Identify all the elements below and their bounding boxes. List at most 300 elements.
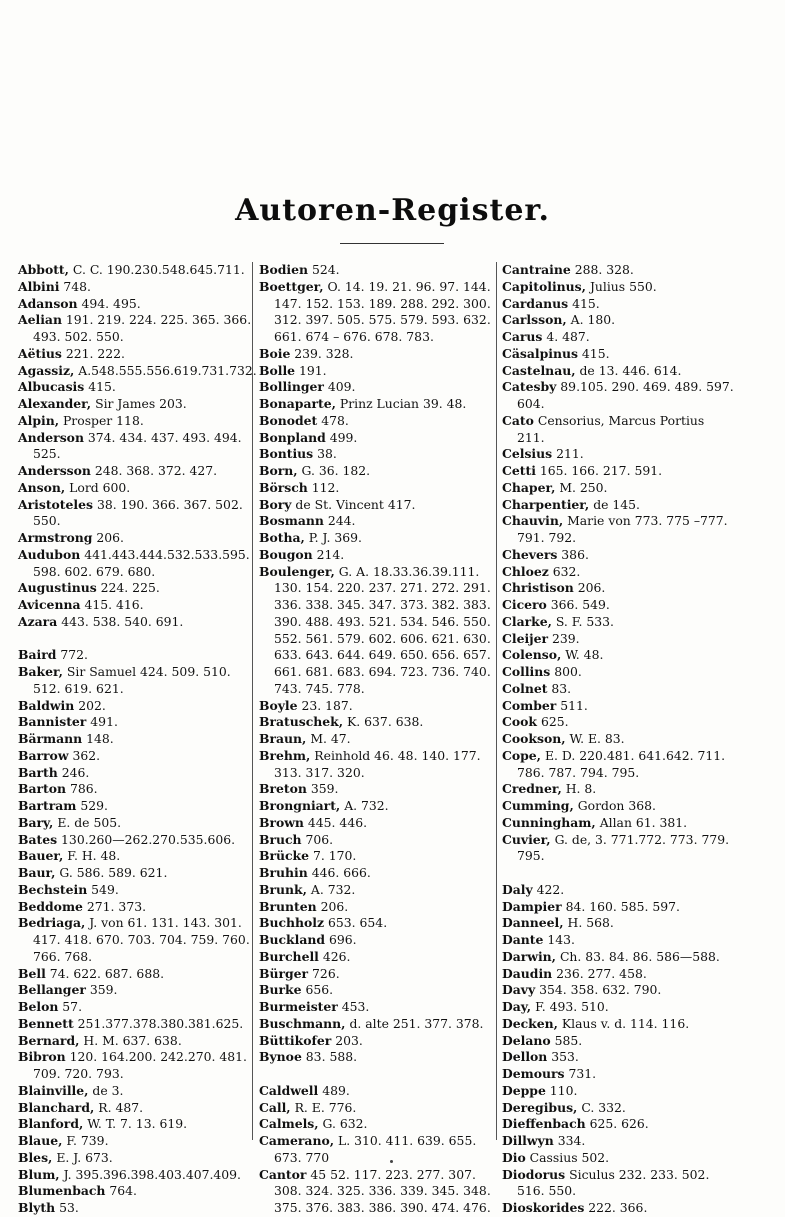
author-name: Anson, (18, 479, 66, 495)
index-entry (502, 1116, 734, 1133)
author-name: Deregibus, (502, 1099, 578, 1115)
page-references: 726. (312, 965, 340, 981)
author-name: Dieffenbach (502, 1116, 586, 1132)
index-entry (18, 915, 250, 932)
author-name: Camerano, (259, 1133, 335, 1148)
page-references: 696. (328, 932, 357, 947)
page-references: 308. 324. 325. 336. 339. 345. 348. (274, 1183, 491, 1199)
page-references: H. M. 637. 638. (83, 1032, 182, 1048)
index-entry (18, 966, 250, 983)
author-name: Colenso, (502, 647, 562, 663)
page-references: G. de, 3. 771.772. 773. 779. (554, 831, 730, 847)
page-references: O. 14. 19. 21. 96. 97. 144. (327, 278, 491, 294)
author-name: Diodorus (502, 1166, 566, 1182)
index-entry (502, 915, 734, 932)
page-references: 625. (540, 714, 569, 730)
author-name: Bedriaga, (18, 915, 86, 931)
page-references: A. 180. (570, 312, 616, 328)
index-entry (18, 664, 250, 681)
page-references: E. J. 673. (56, 1149, 113, 1165)
index-entry (502, 681, 734, 698)
page-references: 441.443.444.532.533.595. (84, 546, 250, 562)
author-name: Cantraine (502, 262, 571, 277)
page-references: 552. 561. 579. 602. 606. 621. 630. (274, 630, 491, 646)
author-name: Baker, (18, 664, 63, 679)
author-name: Armstrong (18, 530, 93, 545)
index-entry (502, 363, 734, 380)
page-references: 206. (96, 530, 124, 545)
index-entry (18, 1183, 250, 1200)
author-name: Bruhin (259, 865, 308, 880)
page-references: 661. 681. 683. 694. 723. 736. 740. (274, 664, 491, 679)
index-entry (502, 614, 734, 631)
page-references: Prosper 118. (62, 412, 144, 428)
author-name: Celsius (502, 446, 553, 462)
page-references: 417. 418. 670. 703. 704. 759. 760. (33, 932, 250, 947)
page-references: 743. 745. 778. (274, 680, 365, 696)
index-entry (259, 899, 491, 916)
page-references: de St. Vincent 417. (295, 496, 416, 512)
index-entry (259, 346, 491, 363)
index-entry (18, 882, 250, 899)
author-name: Clarke, (502, 613, 552, 629)
author-name: Abbott, (18, 262, 69, 277)
page-references: d. alte 251. 377. 378. (349, 1015, 484, 1031)
title-rule (340, 243, 444, 244)
author-name: Dante (502, 932, 544, 947)
page-references: 236. 277. 458. (556, 965, 647, 981)
index-entry (502, 1066, 734, 1083)
page-references: 246. (61, 764, 90, 780)
author-name: Bates (18, 831, 58, 847)
index-entry (502, 832, 734, 849)
index-entry-continuation (502, 765, 734, 782)
index-entry (502, 379, 734, 396)
index-entry (502, 346, 734, 363)
page-references: 147. 152. 153. 189. 288. 292. 300. (274, 295, 491, 311)
page-references: 375. 376. 383. 386. 390. 474. 476. (274, 1200, 491, 1215)
author-name: Bechstein (18, 881, 88, 897)
page-references: 248. 368. 372. 427. (94, 463, 218, 478)
page-references: 489. (322, 1082, 350, 1098)
index-entry (502, 1100, 734, 1117)
index-entry (18, 1100, 250, 1117)
page-references: 214. (316, 546, 345, 562)
index-entry (502, 698, 734, 715)
author-name: Bannister (18, 714, 87, 730)
page-references: 57. (62, 999, 83, 1014)
page-references: 415. 416. (84, 597, 144, 612)
page-references: 772. (60, 647, 88, 663)
letter-gap (502, 865, 734, 882)
index-entry (502, 1083, 734, 1100)
author-name: Boettger, (259, 278, 324, 294)
page-references: Sir Samuel 424. 509. 510. (66, 664, 231, 679)
author-name: Andersson (18, 463, 91, 478)
letter-gap (259, 1066, 491, 1083)
page-references: F. 493. 510. (535, 999, 609, 1014)
index-entry (18, 1167, 250, 1184)
author-name: Davy (502, 982, 536, 998)
index-entry (18, 1200, 250, 1217)
index-entry (502, 1167, 734, 1184)
index-entry (259, 915, 491, 932)
index-entry (18, 714, 250, 731)
page-references: M. 47. (310, 731, 351, 746)
page-references: de 3. (92, 1082, 124, 1098)
author-name: Albini (18, 278, 60, 294)
index-entry (259, 513, 491, 530)
page-references: 224. 225. (100, 580, 160, 596)
author-name: Audubon (18, 546, 81, 562)
index-entry (259, 379, 491, 396)
author-name: Bonodet (259, 412, 318, 428)
index-entry-continuation (18, 329, 250, 346)
author-name: Blaue, (18, 1133, 63, 1148)
index-entry (259, 748, 491, 765)
page-references: 800. (554, 664, 582, 679)
author-name: Boyle (259, 697, 298, 713)
author-name: Blanchard, (18, 1099, 95, 1115)
page-references: W. 48. (565, 647, 604, 663)
index-entry (502, 446, 734, 463)
index-entry (502, 798, 734, 815)
index-entry-continuation (18, 513, 250, 530)
author-name: Augustinus (18, 580, 97, 596)
author-name: Carus (502, 329, 543, 344)
page-references: 130.260—262.270.535.606. (61, 831, 236, 847)
page-references: 766. 768. (33, 948, 93, 964)
author-name: Danneel, (502, 915, 564, 931)
index-entry (502, 1133, 734, 1150)
index-entry (18, 1033, 250, 1050)
letter-gap (18, 631, 250, 648)
index-entry (18, 262, 250, 279)
page-references: S. F. 533. (555, 613, 614, 629)
page-references: 764. (109, 1183, 137, 1199)
author-name: Büttikofer (259, 1032, 332, 1048)
index-entry (18, 296, 250, 313)
author-name: Buckland (259, 932, 326, 947)
author-name: Bartram (18, 798, 77, 813)
index-entry (502, 815, 734, 832)
index-entry (259, 363, 491, 380)
author-name: Bennett (18, 1015, 74, 1031)
page-references: 354. 358. 632. 790. (539, 982, 662, 998)
author-name: Cumming, (502, 798, 574, 813)
author-name: Darwin, (502, 948, 556, 964)
page-references: Gordon 368. (577, 798, 656, 813)
index-entry (502, 899, 734, 916)
index-entry (502, 1016, 734, 1033)
index-entry-continuation (259, 1150, 491, 1167)
page-references: H. 8. (565, 781, 597, 797)
index-entry (259, 982, 491, 999)
author-name: Cleijer (502, 630, 549, 646)
index-entry (502, 480, 734, 497)
author-name: Cicero (502, 597, 547, 612)
author-name: Charpentier, (502, 496, 590, 512)
page-references: E. D. 220.481. 641.642. 711. (544, 747, 726, 763)
index-entry (18, 1016, 250, 1033)
column-separator (252, 262, 253, 1140)
page-references: Ch. 83. 84. 86. 586—588. (559, 948, 720, 964)
index-entry (18, 396, 250, 413)
page-references: 598. 602. 679. 680. (33, 563, 156, 579)
page-references: 374. 434. 437. 493. 494. (87, 429, 242, 445)
page-references: C. C. 190.230.548.645.711. (72, 262, 245, 277)
page-references: G. 632. (322, 1116, 368, 1132)
page-references: Cassius 502. (529, 1149, 610, 1165)
author-name: Delano (502, 1032, 551, 1048)
page-references: 45 52. 117. 223. 277. 307. (310, 1166, 476, 1182)
page-references: Sir James 203. (95, 396, 187, 411)
page-references: 453. (341, 999, 370, 1014)
index-entry (502, 748, 734, 765)
page-references: 89.105. 290. 469. 489. 597. (560, 379, 734, 395)
index-entry (18, 312, 250, 329)
index-entry-continuation (502, 530, 734, 547)
page-references: A. 732. (344, 798, 389, 813)
author-name: Blumenbach (18, 1183, 106, 1199)
page-references: 359. (310, 781, 339, 797)
index-entry (18, 731, 250, 748)
page-references: 23. 187. (301, 697, 353, 713)
page-references: 222. 366. (588, 1200, 648, 1215)
page-references: G. A. 18.33.36.39.111. (338, 563, 480, 579)
author-name: Carlsson, (502, 312, 567, 328)
index-entry (18, 547, 250, 564)
author-name: Bles, (18, 1149, 53, 1165)
page-references: 7. 170. (312, 848, 357, 864)
index-entry (259, 446, 491, 463)
author-name: Boulenger, (259, 563, 335, 579)
author-name: Botha, (259, 530, 305, 545)
author-name: Albucasis (18, 379, 85, 395)
author-name: Caldwell (259, 1082, 319, 1098)
author-name: Cope, (502, 747, 541, 763)
index-entry (502, 631, 734, 648)
index-entry (259, 865, 491, 882)
index-entry (18, 1133, 250, 1150)
index-entry (259, 262, 491, 279)
index-entry (259, 882, 491, 899)
page-title: Autoren-Register. (235, 193, 550, 228)
author-name: Bosmann (259, 513, 324, 529)
author-name: Brehm, (259, 747, 311, 763)
index-entry (259, 815, 491, 832)
index-entry (18, 614, 250, 631)
author-name: Blum, (18, 1166, 60, 1182)
index-entry-continuation (259, 1183, 491, 1200)
index-entry (502, 329, 734, 346)
author-name: Bürger (259, 965, 309, 981)
page-references: 422. (536, 881, 565, 897)
page-references: 516. 550. (517, 1183, 577, 1199)
author-name: Bruch (259, 831, 302, 847)
index-entry-continuation (259, 631, 491, 648)
page-references: 585. (554, 1032, 583, 1048)
page-references: 84. 160. 585. 597. (565, 898, 680, 914)
author-name: Cantor (259, 1166, 307, 1182)
page-references: 791. 792. (517, 530, 577, 545)
author-name: Burchell (259, 948, 319, 964)
page-references: 353. (551, 1049, 579, 1065)
author-name: Bary, (18, 814, 54, 830)
author-name: Daudin (502, 965, 553, 981)
author-name: Chloez (502, 563, 549, 579)
author-name: Bollinger (259, 379, 324, 395)
index-entry-continuation (18, 446, 250, 463)
page-references: 143. (547, 932, 575, 947)
author-name: Alpin, (18, 412, 60, 428)
page-references: 529. (80, 798, 108, 813)
index-entry (259, 1083, 491, 1100)
index-entry (502, 664, 734, 681)
author-name: Bynoe (259, 1049, 302, 1065)
index-entry (502, 513, 734, 530)
author-name: Cetti (502, 463, 536, 478)
page-references: 653. 654. (328, 915, 388, 931)
page-references: R. E. 776. (294, 1099, 357, 1115)
index-entry (18, 647, 250, 664)
page-references: F. 739. (66, 1133, 109, 1148)
page-references: 632. (552, 563, 581, 579)
index-entry (502, 1033, 734, 1050)
index-entry (18, 597, 250, 614)
author-name: Dioskorides (502, 1200, 585, 1215)
page-references: C. 332. (581, 1099, 626, 1115)
page-references: 443. 538. 540. 691. (61, 613, 184, 629)
author-name: Dio (502, 1149, 526, 1165)
author-name: Bontius (259, 446, 314, 462)
page-references: 211. (517, 429, 545, 445)
index-entry (259, 698, 491, 715)
index-entry (259, 966, 491, 983)
index-entry (502, 982, 734, 999)
index-entry (18, 480, 250, 497)
page-references: 511. (560, 697, 588, 713)
author-name: Demours (502, 1066, 565, 1081)
author-name: Belon (18, 999, 59, 1014)
page-references: 38. 190. 366. 367. 502. (96, 496, 243, 512)
author-name: Cookson, (502, 731, 566, 746)
author-name: Braun, (259, 731, 307, 746)
index-entry (502, 597, 734, 614)
index-entry-continuation (18, 564, 250, 581)
author-name: Catesby (502, 379, 557, 395)
page-references: 313. 317. 320. (274, 764, 365, 780)
index-entry (502, 413, 734, 430)
index-entry (259, 798, 491, 815)
page-references: L. 310. 411. 639. 655. (337, 1133, 477, 1148)
index-entry (18, 999, 250, 1016)
page-references: 110. (549, 1082, 578, 1098)
page-references: 795. (517, 848, 545, 864)
index-entry-continuation (259, 329, 491, 346)
page-references: 112. (311, 479, 340, 495)
page-references: W. E. 83. (569, 731, 625, 746)
author-name: Bonpland (259, 429, 326, 445)
index-entry (18, 362, 257, 380)
page-references: 493. 502. 550. (33, 329, 124, 344)
index-entry (18, 1049, 250, 1066)
page-references: 4. 487. (546, 329, 590, 344)
author-name: Burke (259, 982, 302, 998)
page-references: J. von 61. 131. 143. 301. (89, 915, 242, 931)
index-column-3 (502, 262, 734, 1217)
page-mark (390, 1160, 393, 1163)
page-references: 53. (59, 1200, 79, 1215)
author-name: Barrow (18, 747, 69, 763)
author-name: Buchholz (259, 915, 325, 931)
page-references: 709. 720. 793. (33, 1066, 124, 1081)
page-references: H. 568. (567, 915, 614, 931)
page-references: 271. 373. (86, 898, 147, 914)
page-references: 549. (91, 881, 119, 897)
page-references: 312. 397. 505. 575. 579. 593. 632. (274, 312, 491, 328)
index-entry (18, 1116, 250, 1133)
index-entry (502, 296, 734, 313)
author-name: Chaper, (502, 479, 556, 495)
page-references: 550. (33, 513, 61, 529)
author-name: Deppe (502, 1082, 546, 1098)
index-entry (18, 848, 250, 865)
index-entry (18, 580, 250, 597)
page-references: 499. (329, 429, 358, 445)
author-name: Baird (18, 647, 57, 663)
author-name: Cook (502, 714, 537, 730)
author-name: Barth (18, 764, 58, 780)
author-name: Bratuschek, (259, 714, 344, 730)
author-name: Brunten (259, 898, 317, 914)
index-entry (259, 781, 491, 798)
index-entry (259, 1100, 491, 1117)
index-entry-continuation (18, 949, 250, 966)
index-entry (502, 547, 734, 564)
page-references: 625. 626. (589, 1116, 649, 1132)
index-entry-continuation (259, 580, 491, 597)
author-name: Alexander, (18, 396, 92, 411)
author-name: Chevers (502, 546, 558, 562)
page-references: 786. (69, 781, 98, 797)
page-references: 211. (556, 446, 584, 462)
index-entry (259, 480, 491, 497)
index-entry-continuation (502, 1183, 734, 1200)
index-entry-continuation (502, 430, 734, 447)
author-name: Bibron (18, 1049, 66, 1065)
page-references: 661. 674 – 676. 678. 783. (274, 329, 434, 344)
index-entry (502, 497, 734, 514)
page-references: 524. (311, 262, 340, 277)
page-references: Siculus 232. 233. 502. (569, 1166, 710, 1182)
author-name: Breton (259, 781, 307, 797)
page-references: 239. (552, 630, 580, 646)
page-references: 731. (568, 1066, 597, 1081)
index-entry (18, 463, 250, 480)
index-entry (502, 1049, 734, 1066)
page-references: Censorius, Marcus Portius (537, 412, 705, 428)
index-entry-continuation (259, 1200, 491, 1217)
author-name: Dillwyn (502, 1133, 554, 1148)
page-references: 512. 619. 621. (33, 680, 124, 696)
author-name: Blanford, (18, 1116, 84, 1132)
author-name: Colnet (502, 680, 548, 696)
author-name: Daly (502, 881, 533, 897)
page-references: 206. (577, 580, 606, 596)
author-name: Boie (259, 345, 291, 361)
index-entry (502, 781, 734, 798)
